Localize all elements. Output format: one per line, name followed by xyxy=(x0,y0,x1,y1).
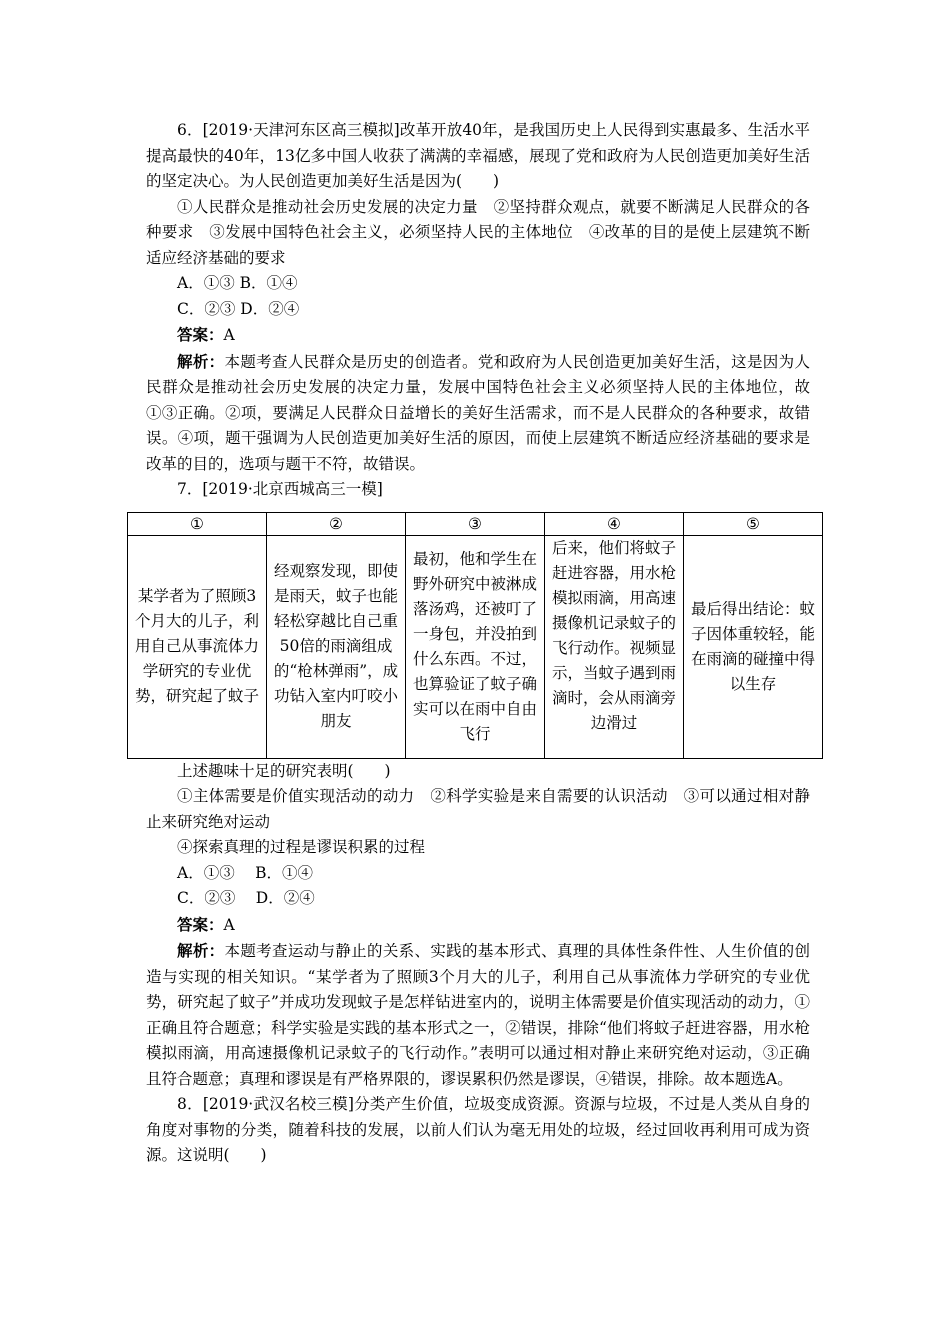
q6-analysis xyxy=(146,349,810,478)
analysis-text: 本题考查人民群众是历史的创造者。党和政府为人民创造更加美好生活，这是因为人民群众是推动社会历史发展的决定力量，发展中国特色社会主义必须坚持人民的主体地位，故①③正确。②项，要满足人民群众日益增长的美好生活需求，而不是人民群众的各种要求，故错误。④项，题干强调为人民创造更加美好生活的原因，而使上层建筑不断适应经济基础的要求是改革的目的，选项与题干不符，故错误。 xyxy=(146,352,810,473)
q7-options-cd: C．②③ D．②④ xyxy=(177,889,315,907)
analysis-text: 本题考查运动与静止的关系、实践的基本形式、真理的具体性条件性、人生价值的创造与实现的相关知识。“某学者为了照顾3个月大的儿子，利用自己从事流体力学研究的专业优势，研究起了蚊子”并成功发现蚊子是怎样钻进室内的，说明主体需要是价值实现活动的动力，①正确且符合题意；科学实验是实践的基本形式之一，②错误，排除“他们将蚊子赶进容器，用水枪模拟雨滴，用高速摄像机记录蚊子的飞行动作。”表明可以通过相对静止来研究绝对运动，③正确且符合题意；真理和谬误是有严格界限的，谬误累积仍然是谬误，④错误，排除。故本题选A。 xyxy=(146,942,810,1088)
q7-stem: 7．[2019·北京西城高三一模] xyxy=(177,480,383,498)
q7-answer xyxy=(146,912,810,939)
table-header-cell: ④ xyxy=(545,512,684,535)
table-header-cell: ③ xyxy=(406,512,545,535)
table-cell: 经观察发现，即使是雨天，蚊子也能轻松穿越比自己重50倍的雨滴组成的“枪林弹雨”，成功钻入室内叮咬小朋友 xyxy=(267,535,406,758)
table-row xyxy=(128,535,823,758)
table-cell: 最后得出结论：蚊子因体重较轻，能在雨滴的碰撞中得以生存 xyxy=(684,535,823,758)
table-header-row xyxy=(128,512,823,535)
analysis-label: 解析： xyxy=(177,351,225,371)
q8-stem: 8．[2019·武汉名校三模]分类产生价值，垃圾变成资源。资源与垃圾，不过是人类从自身的角度对事物的分类，随着科技的发展，以前人们认为毫无用处的垃圾，经过回收再利用可成为资源。这说明( ) xyxy=(146,1095,810,1164)
q6-answer xyxy=(146,322,810,349)
q7-statement-4: ④探索真理的过程是谬误积累的过程 xyxy=(177,838,426,856)
table-header-cell: ① xyxy=(128,512,267,535)
answer-value: A xyxy=(223,915,235,934)
q6-stem: 6．[2019·天津河东区高三模拟]改革开放40年，是我国历史上人民得到实惠最多、生活水平提高最快的40年，13亿多中国人收获了满满的幸福感，展现了党和政府为人民创造更加美好生活的坚定决心。为人民创造更加美好生活是因为( ) xyxy=(146,121,810,190)
table-cell: 后来，他们将蚊子赶进容器，用水枪模拟雨滴，用高速摄像机记录蚊子的飞行动作。视频显示，当蚊子遇到雨滴时，会从雨滴旁边滑过 xyxy=(545,535,684,758)
q7-analysis xyxy=(146,938,810,1092)
analysis-label: 解析： xyxy=(177,941,225,960)
answer-label: 答案： xyxy=(177,914,224,934)
table-header-cell: ⑤ xyxy=(684,512,823,535)
q6-options-cd: C．②③ D．②④ xyxy=(177,299,300,318)
answer-value: A xyxy=(223,326,235,344)
table-cell: 最初，他和学生在野外研究中被淋成落汤鸡，还被叮了一身包，并没拍到什么东西。不过，也算验证了蚊子确实可以在雨中自由飞行 xyxy=(406,535,545,758)
table-cell: 某学者为了照顾3个月大的儿子，利用自己从事流体力学研究的专业优势，研究起了蚊子 xyxy=(128,535,267,758)
q7-options-ab: A．①③ B．①④ xyxy=(177,863,314,882)
q7-table xyxy=(127,512,823,759)
table-header-cell: ② xyxy=(267,512,406,535)
answer-label: 答案： xyxy=(177,325,224,344)
q6-options-ab: A．①③ B．①④ xyxy=(177,274,298,292)
q7-statements: ①主体需要是价值实现活动的动力 ②科学实验是来自需要的认识活动 ③可以通过相对静止来研究绝对运动 xyxy=(146,787,810,831)
document-page xyxy=(134,118,815,1169)
q7-question: 上述趣味十足的研究表明( ) xyxy=(177,761,391,780)
q6-statements: ①人民群众是推动社会历史发展的决定力量 ②坚持群众观点，就要不断满足人民群众的各种要求 ③发展中国特色社会主义，必须坚持人民的主体地位 ④改革的目的是使上层建筑不断适应经济基础的要求 xyxy=(146,197,810,267)
